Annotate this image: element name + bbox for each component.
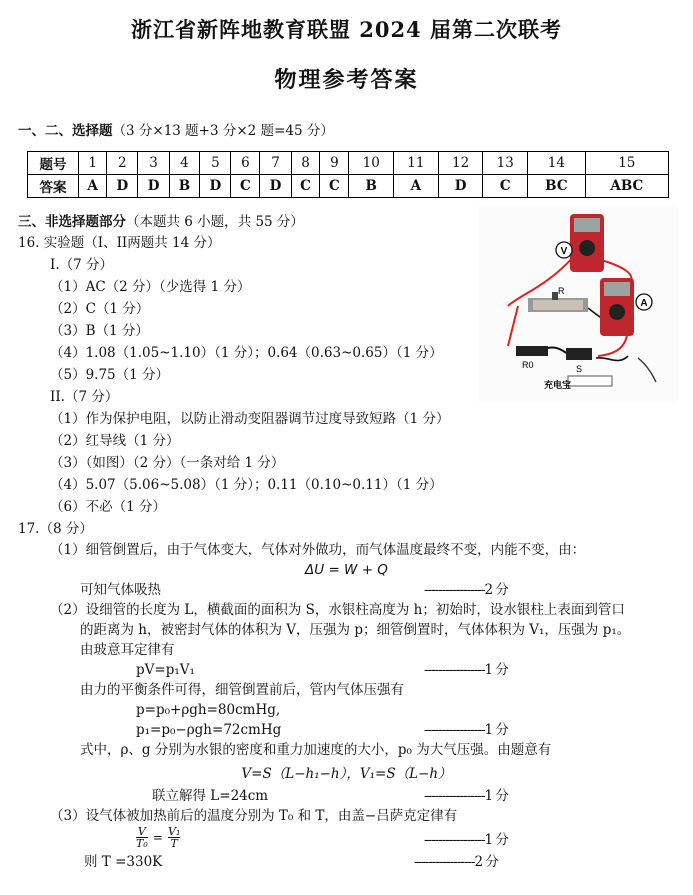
table-cell: BC [528,175,586,198]
table-cell: 13 [483,152,528,175]
section3-heading [18,212,304,232]
q17-s2-c: 由玻意耳定律有 [80,642,175,658]
q17-head: 17.（8 分） [18,521,93,537]
q17-s2-eq4: V=S（L−h₁−h），V₁=S（L−h） [241,766,452,782]
q16-p2-2: （2）红导线（1 分） [50,433,180,449]
table-cell: D [260,175,291,198]
table-cell: 3 [138,152,169,175]
table-cell: C [483,175,528,198]
q17-s1-b-score: -----------------2 分 [424,582,508,598]
table-cell: A [79,175,107,198]
page-title: 浙江省新阵地教育联盟 2024 届第二次联考 [130,17,563,42]
fraction-right [168,826,180,849]
q17-s3-b: 则 T =330K [84,854,163,870]
table-cell: C [320,175,349,198]
circuit-photo [478,206,678,402]
q17-s2-eq1: pV=p₁V₁ [136,662,195,678]
fraction-left-num: V [137,825,146,838]
q17-s3-b-score: -----------------2 分 [414,854,498,870]
r0-label: R0 [522,360,534,370]
q17-s2-f: 联立解得 L=24cm [152,788,269,804]
resistor-label: R [558,286,565,296]
answer-table [27,151,669,198]
table-cell: A [394,175,439,198]
q16-p2-1: （1）作为保护电阻，以防止滑动变阻器调节过度导致短路（1 分） [50,411,450,427]
table-cell: 7 [260,152,291,175]
q17-s3-a: （3）设气体被加热前后的温度分别为 T₀ 和 T，由盖−吕萨克定律有 [50,808,458,824]
table-cell: 9 [320,152,349,175]
table-cell: 12 [438,152,483,175]
equals-sign: = [152,830,163,845]
table-cell: 1 [79,152,107,175]
table-cell: 14 [528,152,586,175]
q17-s2-f-score: -----------------1 分 [424,788,508,804]
q16-p2-5: （6）不必（1 分） [50,499,166,515]
answer-table-number-row [28,152,669,175]
q16-p2-4: （4）5.07（5.06~5.08）（1 分）；0.11（0.10~0.11）（1 分） [50,477,443,493]
q17-s2-b: 的距离为 h，被密封气体的体积为 V，压强为 p；细管倒置时，气体体积为 V₁，压强为 p₁。 [80,622,631,638]
q17-s1-a: （1）细管倒置后，由于气体变大，气体对外做功，而气体温度最终不变，内能不变，由： [50,542,586,558]
page-subtitle: 物理参考答案 [274,67,419,93]
q16-p1-1: （1）AC（2 分）（少选得 1 分） [50,279,251,295]
table-cell: 11 [394,152,439,175]
section3-note: （本题共 6 小题，共 55 分） [126,214,304,230]
q16-p1-3: （3）B（1 分） [50,323,149,339]
q17-s3-eq [136,826,180,852]
q17-s2-eq3: p₁=p₀−ρgh=72cmHg [136,722,282,738]
q16-p1-4: （4）1.08（1.05~1.10）（1 分）；0.64（0.63~0.65）（1 分） [50,345,443,361]
switch-label: S [576,364,583,374]
table-cell: D [438,175,483,198]
answer-table-row2-label: 答案 [28,175,79,198]
table-cell: D [200,175,231,198]
table-cell: B [169,175,200,198]
q16-p2-3: （3）（如图）（2 分）（一条对给 1 分） [50,455,285,471]
ammeter-label: A [640,298,648,309]
section1-heading [18,121,334,141]
table-cell: C [291,175,320,198]
section1-title: 一、二、选择题 [18,123,113,139]
q17-s2-eq2: p=p₀+ρgh=80cmHg, [136,702,281,718]
fraction-left-den: T₀ [136,837,148,850]
q17-s2-eq1-score: -----------------1 分 [424,662,508,678]
table-cell: 5 [200,152,231,175]
q17-s2-eq3-score: -----------------1 分 [424,722,508,738]
q16-part2: II.（7 分） [50,389,119,405]
fraction-right-num: V₁ [168,825,181,838]
q17-s2-e: 式中，ρ、g 分别为水银的密度和重力加速度的大小，p₀ 为大气压强。由题意有 [80,742,552,758]
q16-p1-2: （2）C（1 分） [50,301,150,317]
section1-note: （3 分×13 题+3 分×2 题=45 分） [112,123,334,139]
table-cell: B [349,175,394,198]
table-cell: 10 [349,152,394,175]
voltmeter-label: V [560,246,568,257]
table-cell: D [107,175,138,198]
table-cell: 4 [169,152,200,175]
table-cell: 15 [585,152,668,175]
q16-p1-5: （5）9.75（1 分） [50,367,170,383]
table-cell: 6 [231,152,260,175]
answer-table-answer-row [28,175,669,198]
fraction-right-den: T [168,837,180,849]
q17-s1-b: 可知气体吸热 [80,582,161,598]
table-cell: 2 [107,152,138,175]
q17-s2-a: （2）设细管的长度为 L，横截面的面积为 S，水银柱高度为 h；初始时，设水银柱上表面到管口 [50,602,625,618]
table-cell: ABC [585,175,668,198]
q17-s2-d: 由力的平衡条件可得，细管倒置前后，管内气体压强有 [80,682,404,698]
q16-head: 16. 实验题（I、II两题共 14 分） [18,235,221,251]
answer-table-row1-label: 题号 [28,152,79,175]
powerbank-label: 充电宝 [544,381,572,391]
q16-part1: I.（7 分） [50,257,114,273]
fraction-left [136,826,148,849]
table-cell: 8 [291,152,320,175]
section3-title: 三、非选择题部分 [18,214,126,230]
q17-s3-eq-score: -----------------1 分 [424,832,508,848]
q17-s1-eq: ΔU = W + Q [305,562,388,578]
table-cell: C [231,175,260,198]
table-cell: D [138,175,169,198]
